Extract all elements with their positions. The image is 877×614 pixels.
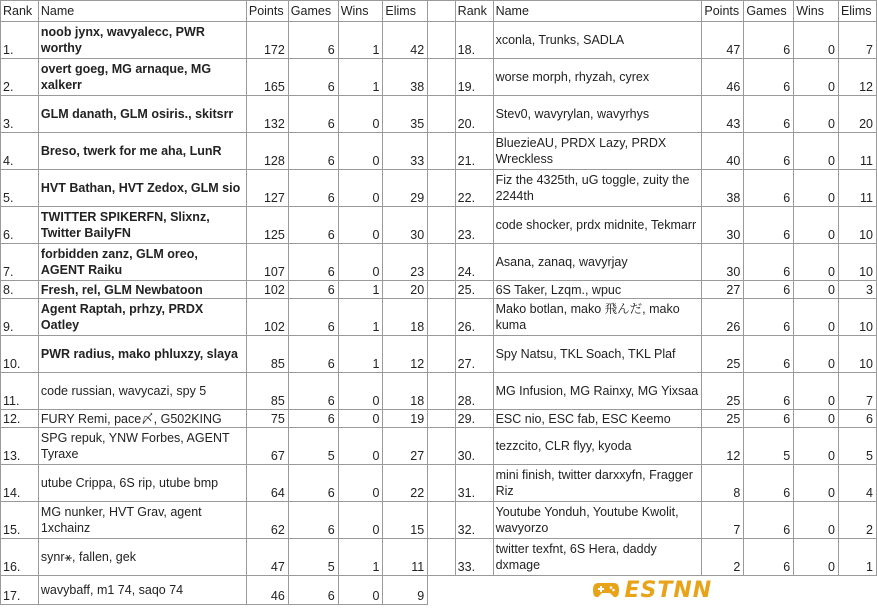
cell-wins: 0: [338, 410, 383, 428]
cell-points: 46: [702, 59, 744, 96]
cell-elims: 12: [383, 336, 428, 373]
cell-elims: 12: [838, 59, 876, 96]
column-gap: [428, 428, 455, 465]
cell-games: 6: [744, 22, 794, 59]
cell-wins: 0: [338, 428, 383, 465]
cell-rank: 20.: [455, 96, 493, 133]
cell-elims: 9: [383, 576, 428, 605]
cell-games: 6: [288, 133, 338, 170]
cell-games: 6: [288, 373, 338, 410]
cell-games: 6: [288, 281, 338, 299]
cell-points: 25: [702, 410, 744, 428]
cell-name: code russian, wavycazi, spy 5: [38, 373, 246, 410]
cell-elims: 7: [838, 22, 876, 59]
cell-elims: 20: [838, 96, 876, 133]
header-elims: Elims: [838, 1, 876, 22]
header-rank: Rank: [455, 1, 493, 22]
cell-rank: 26.: [455, 299, 493, 336]
cell-points: 30: [702, 244, 744, 281]
cell-name: BluezieAU, PRDX Lazy, PRDX Wreckless: [493, 133, 702, 170]
cell-name: forbidden zanz, GLM oreo, AGENT Raiku: [38, 244, 246, 281]
table-row: [1, 373, 877, 410]
cell-elims: 3: [838, 281, 876, 299]
cell-games: 6: [288, 207, 338, 244]
cell-name: synr⚹, fallen, gek: [38, 539, 246, 576]
header-row: [1, 1, 877, 22]
table-row: [1, 502, 877, 539]
cell-rank: 3.: [1, 96, 39, 133]
cell-name: Youtube Yonduh, Youtube Kwolit, wavyorzo: [493, 502, 702, 539]
cell-games: 6: [288, 410, 338, 428]
cell-name: wavybaff, m1 74, saqo 74: [38, 576, 246, 605]
header-name: Name: [493, 1, 702, 22]
table-row: [1, 465, 877, 502]
header-rank: Rank: [1, 1, 39, 22]
cell-wins: 0: [338, 244, 383, 281]
cell-points: 172: [246, 22, 288, 59]
table-row: [1, 170, 877, 207]
cell-points: 64: [246, 465, 288, 502]
cell-points: 25: [702, 336, 744, 373]
cell-games: 6: [288, 22, 338, 59]
cell-wins: 0: [794, 281, 839, 299]
cell-rank: 27.: [455, 336, 493, 373]
cell-name: overt goeg, MG arnaque, MG xalkerr: [38, 59, 246, 96]
cell-elims: 35: [383, 96, 428, 133]
cell-name: 6S Taker, Lzqm., wpuc: [493, 281, 702, 299]
header-points: Points: [246, 1, 288, 22]
estnn-logo: [592, 578, 712, 603]
logo-area: [428, 576, 877, 605]
cell-rank: 29.: [455, 410, 493, 428]
cell-elims: 4: [838, 465, 876, 502]
cell-rank: 14.: [1, 465, 39, 502]
cell-points: 102: [246, 281, 288, 299]
cell-points: 102: [246, 299, 288, 336]
cell-name: Mako botlan, mako 飛んだ, mako kuma: [493, 299, 702, 336]
cell-points: 85: [246, 336, 288, 373]
cell-elims: 18: [383, 373, 428, 410]
cell-games: 6: [744, 96, 794, 133]
header-games: Games: [744, 1, 794, 22]
cell-games: 6: [288, 59, 338, 96]
cell-rank: 18.: [455, 22, 493, 59]
cell-name: SPG repuk, YNW Forbes, AGENT Tyraxe: [38, 428, 246, 465]
cell-rank: 21.: [455, 133, 493, 170]
cell-rank: 1.: [1, 22, 39, 59]
cell-rank: 15.: [1, 502, 39, 539]
cell-wins: 1: [338, 22, 383, 59]
header-points: Points: [702, 1, 744, 22]
cell-wins: 0: [338, 96, 383, 133]
column-gap: [428, 465, 455, 502]
logo-text: ESTNN: [624, 577, 713, 603]
column-gap: [428, 539, 455, 576]
cell-name: code shocker, prdx midnite, Tekmarr: [493, 207, 702, 244]
cell-name: Stev0, wavyrylan, wavyrhys: [493, 96, 702, 133]
cell-points: 165: [246, 59, 288, 96]
table-row: [1, 133, 877, 170]
cell-elims: 5: [838, 428, 876, 465]
cell-points: 128: [246, 133, 288, 170]
cell-points: 38: [702, 170, 744, 207]
cell-games: 6: [744, 299, 794, 336]
cell-games: 6: [744, 244, 794, 281]
cell-elims: 1: [838, 539, 876, 576]
cell-elims: 19: [383, 410, 428, 428]
cell-wins: 0: [794, 502, 839, 539]
header-games: Games: [288, 1, 338, 22]
cell-points: 85: [246, 373, 288, 410]
cell-games: 6: [288, 244, 338, 281]
cell-wins: 0: [338, 502, 383, 539]
cell-games: 6: [744, 373, 794, 410]
cell-games: 6: [744, 133, 794, 170]
cell-points: 75: [246, 410, 288, 428]
cell-points: 47: [702, 22, 744, 59]
cell-wins: 1: [338, 539, 383, 576]
cell-wins: 0: [338, 576, 383, 605]
cell-points: 30: [702, 207, 744, 244]
cell-rank: 32.: [455, 502, 493, 539]
cell-points: 46: [246, 576, 288, 605]
cell-rank: 31.: [455, 465, 493, 502]
cell-elims: 20: [383, 281, 428, 299]
cell-wins: 0: [338, 465, 383, 502]
cell-wins: 0: [794, 22, 839, 59]
cell-points: 107: [246, 244, 288, 281]
cell-wins: 0: [794, 299, 839, 336]
cell-name: Breso, twerk for me aha, LunR: [38, 133, 246, 170]
cell-wins: 0: [338, 207, 383, 244]
cell-wins: 0: [794, 539, 839, 576]
cell-elims: 11: [838, 133, 876, 170]
cell-wins: 0: [794, 428, 839, 465]
cell-rank: 19.: [455, 59, 493, 96]
column-gap: [428, 281, 455, 299]
cell-points: 127: [246, 170, 288, 207]
cell-elims: 33: [383, 133, 428, 170]
table-row: [1, 22, 877, 59]
cell-wins: 0: [338, 373, 383, 410]
cell-rank: 5.: [1, 170, 39, 207]
cell-games: 6: [744, 281, 794, 299]
column-gap: [428, 244, 455, 281]
cell-wins: 0: [338, 170, 383, 207]
cell-wins: 0: [794, 465, 839, 502]
table-row: [1, 576, 877, 605]
cell-elims: 6: [838, 410, 876, 428]
cell-rank: 25.: [455, 281, 493, 299]
column-gap: [428, 502, 455, 539]
table-row: [1, 96, 877, 133]
cell-wins: 0: [794, 170, 839, 207]
cell-elims: 10: [838, 244, 876, 281]
cell-elims: 10: [838, 207, 876, 244]
cell-name: GLM danath, GLM osiris., skitsrr: [38, 96, 246, 133]
cell-games: 6: [744, 207, 794, 244]
cell-games: 6: [744, 502, 794, 539]
cell-rank: 4.: [1, 133, 39, 170]
cell-rank: 2.: [1, 59, 39, 96]
cell-wins: 1: [338, 336, 383, 373]
cell-name: Fresh, rel, GLM Newbatoon: [38, 281, 246, 299]
column-gap: [428, 170, 455, 207]
cell-rank: 13.: [1, 428, 39, 465]
cell-points: 26: [702, 299, 744, 336]
cell-rank: 8.: [1, 281, 39, 299]
cell-rank: 22.: [455, 170, 493, 207]
cell-name: tezzcito, CLR flyy, kyoda: [493, 428, 702, 465]
cell-name: worse morph, rhyzah, cyrex: [493, 59, 702, 96]
cell-rank: 7.: [1, 244, 39, 281]
cell-points: 132: [246, 96, 288, 133]
cell-rank: 30.: [455, 428, 493, 465]
cell-name: mini finish, twitter darxxyfn, Fragger Riz: [493, 465, 702, 502]
cell-points: 12: [702, 428, 744, 465]
cell-elims: 2: [838, 502, 876, 539]
cell-points: 62: [246, 502, 288, 539]
cell-wins: 0: [794, 336, 839, 373]
cell-rank: 33.: [455, 539, 493, 576]
cell-games: 6: [744, 539, 794, 576]
cell-points: 47: [246, 539, 288, 576]
cell-wins: 1: [338, 299, 383, 336]
cell-rank: 23.: [455, 207, 493, 244]
column-gap: [428, 1, 455, 22]
cell-wins: 1: [338, 281, 383, 299]
cell-name: ESC nio, ESC fab, ESC Keemo: [493, 410, 702, 428]
table-row: [1, 281, 877, 299]
cell-wins: 0: [794, 96, 839, 133]
cell-games: 5: [288, 539, 338, 576]
cell-wins: 0: [794, 59, 839, 96]
cell-wins: 1: [338, 59, 383, 96]
column-gap: [428, 336, 455, 373]
cell-games: 6: [288, 299, 338, 336]
cell-name: twitter texfnt, 6S Hera, daddy dxmage: [493, 539, 702, 576]
cell-name: utube Crippa, 6S rip, utube bmp: [38, 465, 246, 502]
cell-elims: 23: [383, 244, 428, 281]
cell-wins: 0: [794, 373, 839, 410]
header-elims: Elims: [383, 1, 428, 22]
cell-games: 6: [288, 465, 338, 502]
cell-wins: 0: [338, 133, 383, 170]
cell-points: 125: [246, 207, 288, 244]
cell-rank: 24.: [455, 244, 493, 281]
cell-elims: 7: [838, 373, 876, 410]
cell-rank: 10.: [1, 336, 39, 373]
cell-elims: 29: [383, 170, 428, 207]
cell-points: 7: [702, 502, 744, 539]
cell-elims: 27: [383, 428, 428, 465]
cell-name: MG nunker, HVT Grav, agent 1xchainz: [38, 502, 246, 539]
cell-games: 6: [744, 170, 794, 207]
cell-games: 6: [288, 502, 338, 539]
cell-rank: 12.: [1, 410, 39, 428]
header-wins: Wins: [794, 1, 839, 22]
table-row: [1, 299, 877, 336]
cell-rank: 28.: [455, 373, 493, 410]
column-gap: [428, 410, 455, 428]
cell-name: MG Infusion, MG Rainxy, MG Yixsaa: [493, 373, 702, 410]
cell-points: 40: [702, 133, 744, 170]
cell-elims: 11: [838, 170, 876, 207]
cell-games: 6: [744, 59, 794, 96]
table-row: [1, 410, 877, 428]
cell-games: 6: [288, 336, 338, 373]
cell-points: 25: [702, 373, 744, 410]
cell-games: 6: [744, 336, 794, 373]
cell-name: HVT Bathan, HVT Zedox, GLM sio: [38, 170, 246, 207]
cell-name: Agent Raptah, prhzy, PRDX Oatley: [38, 299, 246, 336]
cell-name: Spy Natsu, TKL Soach, TKL Plaf: [493, 336, 702, 373]
cell-games: 6: [288, 576, 338, 605]
column-gap: [428, 133, 455, 170]
column-gap: [428, 373, 455, 410]
cell-name: xconla, Trunks, SADLA: [493, 22, 702, 59]
cell-rank: 16.: [1, 539, 39, 576]
cell-elims: 10: [838, 336, 876, 373]
cell-rank: 17.: [1, 576, 39, 605]
cell-wins: 0: [794, 410, 839, 428]
cell-elims: 38: [383, 59, 428, 96]
table-row: [1, 207, 877, 244]
cell-elims: 18: [383, 299, 428, 336]
cell-rank: 6.: [1, 207, 39, 244]
cell-points: 67: [246, 428, 288, 465]
column-gap: [428, 59, 455, 96]
cell-games: 6: [288, 170, 338, 207]
cell-name: noob jynx, wavyalecc, PWR worthy: [38, 22, 246, 59]
table-row: [1, 539, 877, 576]
header-name: Name: [38, 1, 246, 22]
table-row: [1, 244, 877, 281]
cell-name: Fiz the 4325th, uG toggle, zuity the 2244th: [493, 170, 702, 207]
column-gap: [428, 96, 455, 133]
cell-name: PWR radius, mako phluxzy, slaya: [38, 336, 246, 373]
table-row: [1, 59, 877, 96]
cell-elims: 22: [383, 465, 428, 502]
cell-wins: 0: [794, 133, 839, 170]
header-wins: Wins: [338, 1, 383, 22]
cell-wins: 0: [794, 244, 839, 281]
column-gap: [428, 299, 455, 336]
cell-points: 8: [702, 465, 744, 502]
cell-games: 6: [288, 96, 338, 133]
cell-name: Asana, zanaq, wavyrjay: [493, 244, 702, 281]
gamepad-icon: [592, 581, 620, 599]
cell-elims: 10: [838, 299, 876, 336]
cell-games: 6: [744, 465, 794, 502]
cell-points: 27: [702, 281, 744, 299]
column-gap: [428, 207, 455, 244]
table-row: [1, 428, 877, 465]
cell-elims: 15: [383, 502, 428, 539]
cell-elims: 42: [383, 22, 428, 59]
cell-elims: 11: [383, 539, 428, 576]
cell-games: 6: [744, 410, 794, 428]
cell-name: TWITTER SPIKERFN, Slixnz, Twitter BailyFN: [38, 207, 246, 244]
cell-points: 43: [702, 96, 744, 133]
table-row: [1, 336, 877, 373]
cell-games: 5: [744, 428, 794, 465]
cell-games: 5: [288, 428, 338, 465]
column-gap: [428, 22, 455, 59]
cell-elims: 30: [383, 207, 428, 244]
cell-name: FURY Remi, pace〆, G502KING: [38, 410, 246, 428]
cell-rank: 11.: [1, 373, 39, 410]
cell-wins: 0: [794, 207, 839, 244]
cell-points: 2: [702, 539, 744, 576]
cell-rank: 9.: [1, 299, 39, 336]
